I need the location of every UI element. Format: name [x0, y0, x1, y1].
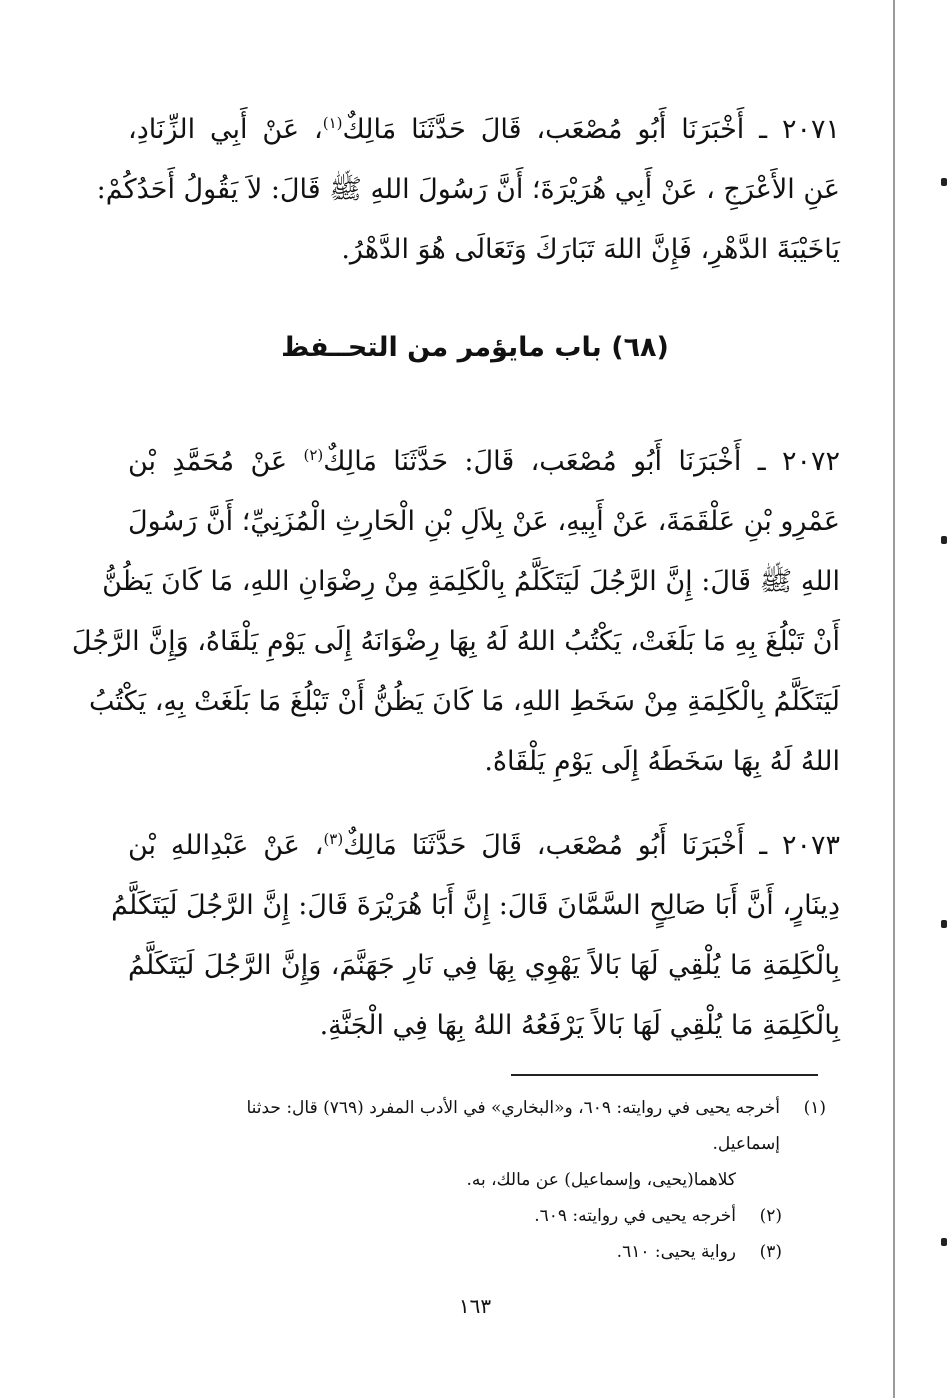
- hadith-2073: [111, 816, 841, 1056]
- footnote-continuation: إسماعيل.: [712, 1134, 780, 1154]
- hadith-line: بِالْكَلِمَةِ مَا يُلْقِي لَهَا بَالاً يَهْوِي بِهَا فِي نَارِ جَهَنَّمَ، وَإِنَّ الرَّجُلَ لَيَتَكَلَّمُ: [128, 950, 840, 981]
- page-edge-line: [893, 0, 895, 1398]
- footnote-continuation: كلاهما(يحيى، وإسماعيل) عن مالك، به.: [466, 1170, 736, 1190]
- hadith-line: عَمْرِو بْنِ عَلْقَمَةَ، عَنْ أَبِيهِ، عَنْ بِلاَلِ بْنِ الْحَارِثِ الْمُزَنِيِّ؛ أَنَّ رَسُولَ: [128, 506, 840, 537]
- footnote-text: رواية يحيى: ٦١٠.: [616, 1242, 736, 1262]
- footnote-number: (١): [803, 1098, 826, 1118]
- hadith-line: عَنِ الأَعْرَجِ ، عَنْ أَبِي هُرَيْرَةَ؛ أَنَّ رَسُولَ اللهِ ﷺ قَالَ: لاَ يَقُولُ أَحَدُكُمْ:: [96, 174, 840, 205]
- hadith-2071: [96, 100, 840, 280]
- footnote-2: [110, 1198, 826, 1234]
- hadith-line: يَاخَيْبَةَ الدَّهْرِ، فَإِنَّ اللهَ تَبَارَكَ وَتَعَالَى هُوَ الدَّهْرُ.: [341, 234, 840, 265]
- chapter-heading: (٦٨) باب مايؤمر من التحــفظ: [281, 332, 669, 363]
- footnote-text: أخرجه يحيى في روايته: ٦٠٩.: [534, 1206, 736, 1226]
- margin-mark: [941, 178, 947, 186]
- footnote-separator: [511, 1074, 818, 1076]
- footnote-1: [110, 1090, 826, 1126]
- hadith-line: دِينَارٍ، أَنَّ أَبَا صَالِحٍ السَّمَّانَ قَالَ: إِنَّ أَبَا هُرَيْرَةَ قَالَ: إِنَّ الرَّجُلَ لَيَتَكَلَّمُ: [111, 890, 840, 921]
- hadith-line: ٢٠٧١ ـ أَخْبَرَنَا أَبُو مُصْعَب، قَالَ حَدَّثَنَا مَالِكٌ$^{(١)}$، عَنْ أَبِي الزِّنَادِ،: [128, 114, 840, 145]
- hadith-line: اللهُ لَهُ بِهَا سَخَطَهُ إِلَى يَوْمِ يَلْقَاهُ.: [484, 746, 840, 777]
- hadith-line: اللهِ ﷺ قَالَ: إِنَّ الرَّجُلَ لَيَتَكَلَّمُ بِالْكَلِمَةِ مِنْ رِضْوَانِ اللهِ، مَا كَانَ يَظُنُّ: [102, 566, 840, 597]
- hadith-line: ٢٠٧٢ ـ أَخْبَرَنَا أَبُو مُصْعَب، قَالَ: حَدَّثَنَا مَالِكٌ$^{(٢)}$ عَنْ مُحَمَّدِ بْن: [128, 446, 840, 477]
- footnote-number: (٢): [759, 1206, 782, 1226]
- footnote-ref[interactable]: (٢): [303, 446, 324, 464]
- hadith-line: أَنْ تَبْلُغَ بِهِ مَا بَلَغَتْ، يَكْتُبُ اللهُ لَهُ بِهَا رِضْوَانَهُ إِلَى يَوْمِ يَلْقَاهُ، وَإِنَّ الرَّجُلَ: [71, 626, 840, 657]
- hadith-2072: [71, 432, 840, 792]
- footnotes: [110, 1090, 826, 1270]
- footnote-3: [110, 1234, 826, 1270]
- hadith-line: بِالْكَلِمَةِ مَا يُلْقِي لَهَا بَالاً يَرْفَعُهُ اللهُ بِهَا فِي الْجَنَّةِ.: [319, 1010, 840, 1041]
- margin-mark: [941, 536, 947, 544]
- page-number: ١٦٣: [458, 1294, 492, 1318]
- footnote-number: (٣): [759, 1242, 782, 1262]
- margin-mark: [941, 920, 947, 928]
- hadith-line: لَيَتَكَلَّمُ بِالْكَلِمَةِ مِنْ سَخَطِ اللهِ، مَا كَانَ يَظُنُّ أَنْ تَبْلُغَ مَا بَلَغَتْ بِهِ، يَكْتُبُ: [89, 686, 840, 717]
- footnote-ref[interactable]: (٣): [323, 830, 344, 848]
- margin-mark: [941, 1238, 947, 1246]
- hadith-line: ٢٠٧٣ ـ أَخْبَرَنَا أَبُو مُصْعَب، قَالَ حَدَّثَنَا مَالِكٌ$^{(٣)}$، عَنْ عَبْدِاللهِ بْن: [128, 830, 841, 861]
- footnote-text: أخرجه يحيى في روايته: ٦٠٩، و«البخاري» في الأدب المفرد (٧٦٩) قال: حدثنا: [246, 1098, 780, 1118]
- footnote-ref[interactable]: (١): [322, 114, 343, 132]
